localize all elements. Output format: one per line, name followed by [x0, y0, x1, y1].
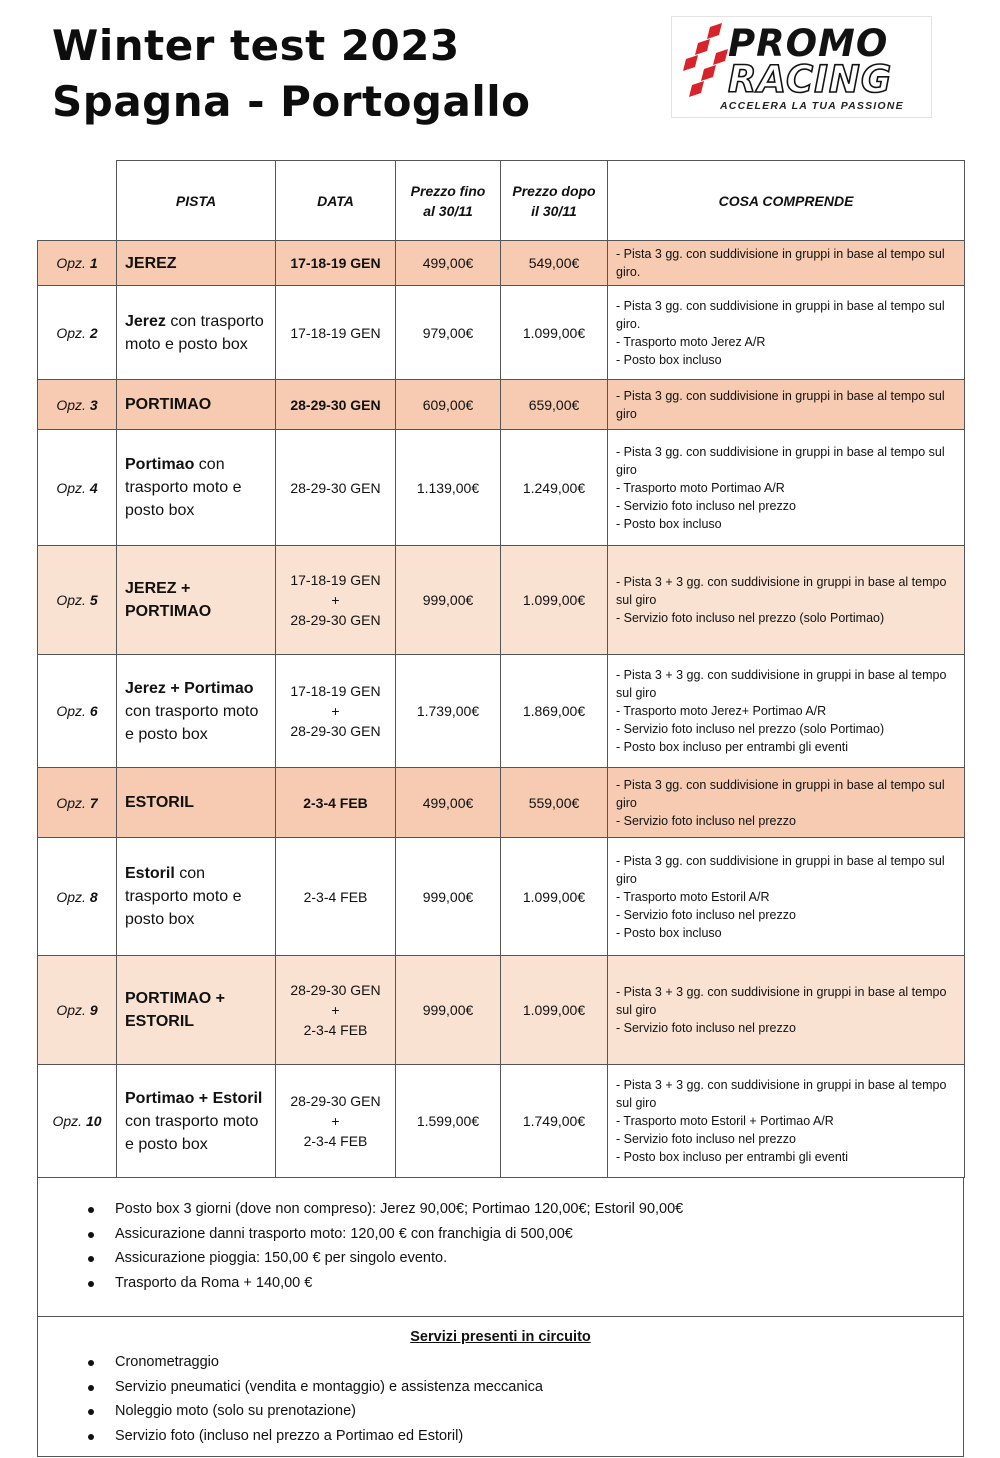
date-line: 17-18-19 GEN [290, 324, 381, 341]
pista-cell [117, 241, 276, 286]
data-cell [276, 430, 396, 546]
option-cell [38, 838, 117, 956]
option-cell [38, 655, 117, 768]
pista-cell [117, 286, 276, 380]
includes-line: - Posto box incluso per entrambi gli eventi [616, 1150, 849, 1164]
data-cell [276, 655, 396, 768]
price-until-30-11: 1.139,00€ [396, 430, 501, 546]
includes-cell [608, 286, 965, 380]
includes-line: - Posto box incluso [616, 516, 722, 531]
date-line: 28-29-30 GEN [290, 612, 381, 628]
includes-line: - Trasporto moto Estoril A/R [616, 889, 770, 904]
price-until-30-11: 499,00€ [396, 241, 501, 286]
option-number: 2 [89, 324, 98, 341]
pista-cell [117, 546, 276, 655]
services-item: Noleggio moto (solo su prenotazione) [38, 1399, 963, 1424]
pista-name: JEREZ + PORTIMAO [125, 580, 212, 620]
table-row [38, 241, 965, 286]
title-line-1: Winter test 2023 [52, 21, 460, 70]
option-number: 10 [85, 1113, 102, 1129]
title-line-2: Spagna - Portogallo [52, 77, 531, 126]
table-row [38, 768, 965, 838]
table-row [38, 430, 965, 546]
option-label: Opz. [56, 794, 86, 811]
services-item: Cronometraggio [38, 1350, 963, 1375]
page-title [52, 18, 530, 130]
date-line: 28-29-30 GEN [290, 982, 381, 998]
table-row [38, 956, 965, 1065]
includes-line: - Pista 3 + 3 gg. con suddivisione in gruppi in base al tempo sul giro [616, 575, 947, 607]
date-line: 28-29-30 GEN [290, 479, 381, 496]
option-label: Opz. [56, 396, 86, 413]
option-label: Opz. [56, 255, 86, 271]
includes-line: - Pista 3 gg. con suddivisione in gruppi in base al tempo sul giro [616, 444, 945, 477]
option-cell [38, 1065, 117, 1178]
price-after-30-11: 659,00€ [501, 380, 608, 430]
price-after-30-11: 1.869,00€ [501, 655, 608, 768]
logo-line-2: RACING [728, 58, 893, 101]
price-until-30-11: 999,00€ [396, 838, 501, 956]
option-cell [38, 286, 117, 380]
pista-name: PORTIMAO [125, 396, 212, 413]
services-list [38, 1350, 963, 1448]
includes-line: - Servizio foto incluso nel prezzo [616, 1021, 796, 1035]
pista-cell [117, 1065, 276, 1178]
data-cell [276, 1065, 396, 1178]
price-until-30-11: 999,00€ [396, 546, 501, 655]
data-cell [276, 241, 396, 286]
price-after-30-11: 559,00€ [501, 768, 608, 838]
option-label: Opz. [52, 1113, 83, 1129]
pista-detail: con trasporto moto e posto box [125, 312, 264, 353]
option-cell [38, 430, 117, 546]
extras-list [38, 1197, 963, 1295]
includes-line: - Servizio foto incluso nel prezzo [616, 1132, 796, 1146]
includes-line: - Servizio foto incluso nel prezzo (solo Portimao) [616, 611, 885, 625]
pista-detail: con trasporto moto e posto box [125, 456, 242, 519]
pista-name: ESTORIL [125, 794, 195, 811]
header-prezzo-dopo-line-2: il 30/11 [531, 202, 577, 219]
includes-line: - Pista 3 gg. con suddivisione in gruppi in base al tempo sul giro [616, 777, 945, 810]
option-number: 5 [89, 592, 98, 608]
price-until-30-11: 999,00€ [396, 956, 501, 1065]
includes-cell [608, 380, 965, 430]
option-label: Opz. [56, 592, 86, 608]
header-prezzo-dopo-line-1: Prezzo dopo [512, 182, 596, 199]
price-after-30-11: 1.099,00€ [501, 546, 608, 655]
option-number: 7 [89, 794, 98, 811]
price-after-30-11: 549,00€ [501, 241, 608, 286]
logo-tagline: ACCELERA LA TUA PASSIONE [720, 100, 904, 112]
includes-line: - Pista 3 + 3 gg. con suddivisione in gruppi in base al tempo sul giro [616, 668, 947, 700]
date-line: 2-3-4 FEB [303, 1133, 368, 1149]
table-header-row [38, 161, 965, 241]
table-row [38, 546, 965, 655]
date-line: + [331, 703, 340, 719]
table-row [38, 286, 965, 380]
price-until-30-11: 1.599,00€ [396, 1065, 501, 1178]
date-line: 2-3-4 FEB [303, 1022, 368, 1038]
pista-name: PORTIMAO + ESTORIL [125, 990, 226, 1030]
option-cell [38, 546, 117, 655]
option-number: 9 [89, 1002, 98, 1018]
includes-line: - Servizio foto incluso nel prezzo [616, 907, 796, 922]
logo-line-1: PROMO [728, 22, 889, 65]
checkered-flag-icon [672, 17, 732, 107]
promo-racing-logo [671, 16, 932, 118]
option-number: 6 [89, 703, 98, 719]
services-item: Servizio pneumatici (vendita e montaggio) e assistenza meccanica [38, 1375, 963, 1400]
includes-line: - Posto box incluso [616, 925, 722, 940]
price-until-30-11: 979,00€ [396, 286, 501, 380]
date-line: 28-29-30 GEN [290, 723, 381, 739]
extras-item: Trasporto da Roma + 140,00 € [38, 1271, 963, 1296]
option-label: Opz. [56, 703, 86, 719]
data-cell [276, 956, 396, 1065]
pista-name: Estoril [125, 865, 175, 882]
option-cell [38, 956, 117, 1065]
header-prezzo-dopo [501, 161, 608, 241]
table-row [38, 655, 965, 768]
includes-line: - Posto box incluso [616, 352, 722, 367]
pista-cell [117, 838, 276, 956]
header-blank-cell [38, 161, 117, 241]
option-number: 4 [89, 479, 98, 496]
option-cell [38, 380, 117, 430]
services-item: Servizio foto (incluso nel prezzo a Portimao ed Estoril) [38, 1424, 963, 1449]
price-until-30-11: 609,00€ [396, 380, 501, 430]
header-prezzo-fino-line-1: Prezzo fino [410, 182, 486, 199]
pista-name: Portimao [125, 456, 195, 473]
includes-line: - Pista 3 gg. con suddivisione in gruppi in base al tempo sul giro [616, 388, 945, 421]
date-line: 17-18-19 GEN [290, 683, 381, 699]
data-cell [276, 546, 396, 655]
includes-line: - Trasporto moto Jerez A/R [616, 334, 766, 349]
pista-name: Jerez [125, 312, 166, 330]
header-prezzo-fino [396, 161, 501, 241]
includes-cell [608, 1065, 965, 1178]
pista-cell [117, 430, 276, 546]
includes-line: - Pista 3 gg. con suddivisione in gruppi in base al tempo sul giro. [616, 298, 945, 331]
includes-line: - Pista 3 + 3 gg. con suddivisione in gruppi in base al tempo sul giro [616, 985, 947, 1017]
price-after-30-11: 1.749,00€ [501, 1065, 608, 1178]
pista-cell [117, 768, 276, 838]
data-cell [276, 838, 396, 956]
option-number: 3 [89, 396, 98, 413]
data-cell [276, 286, 396, 380]
includes-line: - Trasporto moto Jerez+ Portimao A/R [616, 704, 827, 718]
date-line: 17-18-19 GEN [290, 572, 381, 588]
includes-cell [608, 430, 965, 546]
pista-name: Jerez + Portimao [125, 679, 254, 697]
includes-line: - Pista 3 + 3 gg. con suddivisione in gruppi in base al tempo sul giro [616, 1078, 947, 1110]
table-row [38, 1065, 965, 1178]
includes-line: - Servizio foto incluso nel prezzo [616, 813, 796, 828]
table-row [38, 838, 965, 956]
services-heading: Servizi presenti in circuito [410, 1329, 591, 1345]
date-line: 2-3-4 FEB [303, 794, 368, 811]
pista-cell [117, 655, 276, 768]
option-label: Opz. [56, 479, 86, 496]
option-label: Opz. [56, 324, 86, 341]
includes-cell [608, 838, 965, 956]
header-prezzo-fino-line-2: al 30/11 [423, 202, 473, 219]
pista-detail: con trasporto moto e posto box [125, 702, 259, 743]
extras-item: Assicurazione pioggia: 150,00 € per singolo evento. [38, 1246, 963, 1271]
header-data: DATA [276, 161, 396, 241]
includes-line: - Servizio foto incluso nel prezzo (solo Portimao) [616, 722, 885, 736]
pista-name: JEREZ [125, 254, 177, 272]
date-line: 17-18-19 GEN [290, 255, 381, 271]
price-after-30-11: 1.099,00€ [501, 286, 608, 380]
includes-cell [608, 655, 965, 768]
price-after-30-11: 1.249,00€ [501, 430, 608, 546]
pricing-table [37, 160, 965, 1178]
option-number: 1 [89, 255, 98, 271]
date-line: 28-29-30 GEN [290, 396, 381, 413]
option-cell [38, 241, 117, 286]
pista-name: Portimao + Estoril [125, 1089, 263, 1107]
extras-item: Posto box 3 giorni (dove non compreso): Jerez 90,00€; Portimao 120,00€; Estoril 90,00€ [38, 1197, 963, 1222]
option-cell [38, 768, 117, 838]
services-box [37, 1317, 964, 1457]
includes-cell [608, 546, 965, 655]
date-line: + [331, 592, 340, 608]
header-cosa-comprende: COSA COMPRENDE [608, 161, 965, 241]
pista-cell [117, 956, 276, 1065]
pista-cell [117, 380, 276, 430]
includes-cell [608, 241, 965, 286]
date-line: 2-3-4 FEB [303, 888, 368, 905]
includes-cell [608, 956, 965, 1065]
data-cell [276, 380, 396, 430]
includes-line: - Pista 3 gg. con suddivisione in gruppi in base al tempo sul giro. [616, 247, 945, 279]
pista-detail: con trasporto moto e posto box [125, 865, 242, 928]
date-line: + [331, 1002, 340, 1018]
table-row [38, 380, 965, 430]
data-cell [276, 768, 396, 838]
price-after-30-11: 1.099,00€ [501, 956, 608, 1065]
price-until-30-11: 499,00€ [396, 768, 501, 838]
includes-line: - Posto box incluso per entrambi gli eventi [616, 740, 849, 754]
includes-line: - Trasporto moto Estoril + Portimao A/R [616, 1114, 834, 1128]
price-after-30-11: 1.099,00€ [501, 838, 608, 956]
includes-line: - Trasporto moto Portimao A/R [616, 480, 785, 495]
extras-item: Assicurazione danni trasporto moto: 120,00 € con franchigia di 500,00€ [38, 1222, 963, 1247]
option-label: Opz. [56, 888, 86, 905]
extras-box [37, 1177, 964, 1317]
option-label: Opz. [56, 1002, 86, 1018]
includes-line: - Pista 3 gg. con suddivisione in gruppi in base al tempo sul giro [616, 853, 945, 886]
pista-detail: con trasporto moto e posto box [125, 1112, 259, 1153]
option-number: 8 [89, 888, 98, 905]
includes-line: - Servizio foto incluso nel prezzo [616, 498, 796, 513]
includes-cell [608, 768, 965, 838]
date-line: + [331, 1113, 340, 1129]
header-pista: PISTA [117, 161, 276, 241]
price-until-30-11: 1.739,00€ [396, 655, 501, 768]
date-line: 28-29-30 GEN [290, 1093, 381, 1109]
